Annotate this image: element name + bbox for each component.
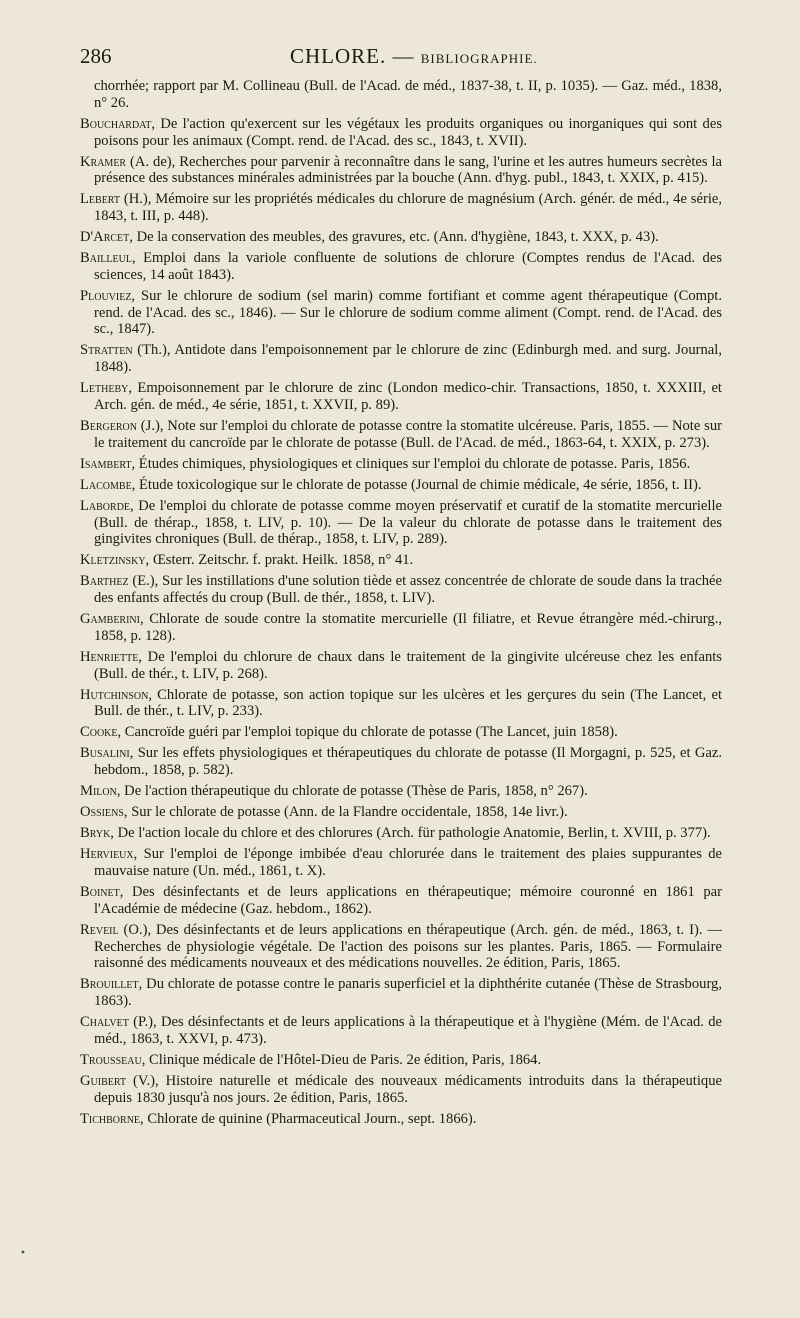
entry-text: (H.), Mémoire sur les propriétés médicales du chlorure de magnésium (Arch. génér. de méd., 4e série, 1843, t. III, p. 448). — [94, 191, 722, 225]
bibliography-entry — [80, 342, 722, 376]
entry-author: Bergeron — [80, 418, 137, 435]
bibliography-entry — [80, 116, 722, 150]
entry-author: Trousseau, — [80, 1051, 146, 1068]
entry-author: Hervieux, — [80, 846, 138, 863]
entry-author: Reveil — [80, 921, 119, 938]
bibliography-entry — [80, 783, 722, 800]
entry-text: De l'emploi du chlorure de chaux dans le traitement de la gingivite ulcéreuse chez les enfants (Bull. de thér., t. LIV, p. 268). — [94, 648, 722, 682]
entry-text: Sur les effets physiologiques et thérapeutiques du chlorate de potasse (Il Morgagni, p. 525, et Gaz. hebdom., 1858, p. 582). — [94, 745, 722, 779]
entry-text: Études chimiques, physiologiques et cliniques sur l'emploi du chlorate de potasse. Paris, 1856. — [135, 455, 691, 472]
entry-text: (P.), Des désinfectants et de leurs applications à la thérapeutique et à l'hygiène (Mém. de l'Acad. de méd., 1863, t. XXVI, p. 473). — [94, 1014, 722, 1047]
bibliography-entry — [80, 154, 722, 188]
entry-text: De l'action thérapeutique du chlorate de potasse (Thèse de Paris, 1858, n° 267). — [120, 783, 588, 800]
bibliography-entry — [80, 573, 722, 607]
entry-text: Du chlorate de potasse contre le panaris superficiel et la diphthérite cutanée (Thèse de Strasbourg, 1863). — [94, 976, 722, 1010]
bibliography-entry — [80, 191, 722, 225]
bibliography-entry — [80, 250, 722, 284]
entry-text: Chlorate de potasse, son action topique sur les ulcères et les gerçures du sein (The Lancet, et Bull. de thér., t. LIV, p. 233). — [94, 686, 722, 720]
entry-author: Ossiens, — [80, 804, 128, 821]
bibliography-entry — [80, 611, 722, 645]
bibliography-entry — [80, 380, 722, 414]
entry-text: Sur le chlorate de potasse (Ann. de la Flandre occidentale, 1858, 14e livr.). — [127, 804, 568, 821]
entry-author: Lacombe, — [80, 476, 136, 493]
entry-text: (E.), Sur les instillations d'une solution tiède et assez concentrée de chlorate de soude dans la trachée des enfants affectés du croup (Bull. de thér., 1858, t. LIV). — [94, 573, 722, 607]
entry-text: (O.), Des désinfectants et de leurs applications en thérapeutique (Arch. gén. de méd., 1863, t. I). — Recherches de physiologie végétale. De l'action des poisons sur les plantes. Paris, 1865. — Formulaire raisonné des médicaments nouveaux et des médications nouvelles. 2e édition, Paris, 1865. — [94, 921, 722, 972]
entry-text: Chlorate de soude contre la stomatite mercurielle (Il filiatre, et Revue étrangère méd.-chirurg., 1858, p. 128). — [94, 611, 722, 644]
chapter-title: CHLORE. — [290, 44, 387, 68]
entry-author: Isambert, — [80, 455, 136, 472]
bibliography-entry — [80, 1014, 722, 1048]
bibliography-entry — [80, 229, 722, 246]
entry-text: Œsterr. Zeitschr. f. prakt. Heilk. 1858, n° 41. — [149, 552, 414, 569]
entry-text: Des désinfectants et de leurs applications en thérapeutique; mémoire couronné en 1861 par l'Académie de médecine (Gaz. hebdom., 1862). — [94, 883, 722, 917]
running-header — [80, 44, 720, 74]
entry-text: Chlorate de quinine (Pharmaceutical Journ., sept. 1866). — [143, 1110, 477, 1127]
bibliography-entry — [80, 456, 722, 473]
bibliography-entry — [80, 418, 722, 452]
entry-author: Chalvet — [80, 1014, 129, 1031]
entry-author: Kramer — [80, 153, 127, 170]
entry-text: Sur le chlorure de sodium (sel marin) comme fortifiant et comme agent thérapeutique (Compt. rend. de l'Acad. des sc., 1846). — Sur le chlorure de sodium comme aliment (Compt. rend. de l'Acad. des sc., 1847). — [94, 287, 722, 338]
entry-author: Cooke, — [80, 724, 122, 741]
entry-author: Stratten — [80, 342, 133, 359]
bibliography-entry — [80, 724, 722, 741]
entry-text: De la conservation des meubles, des gravures, etc. (Ann. d'hygiène, 1843, t. XXX, p. 43). — [132, 229, 659, 246]
entry-author: Guibert — [80, 1072, 127, 1089]
bibliography-entry — [80, 687, 722, 721]
bibliography-entry — [80, 976, 722, 1010]
entry-author: Boinet, — [80, 883, 124, 900]
entry-text: (J.), Note sur l'emploi du chlorate de potasse contre la stomatite ulcéreuse. Paris, 1855. — Note sur le traitement du cancroïde par le chlorate de potasse (Bull. de l'Acad. de méd., 1863-64, t. XXIX, p. 273). — [94, 418, 722, 451]
bibliography-entry — [80, 825, 722, 842]
entry-author: Kletzinsky, — [80, 552, 150, 569]
entry-author: Tichborne, — [80, 1110, 144, 1127]
entry-text: Clinique médicale de l'Hôtel-Dieu de Paris. 2e édition, Paris, 1864. — [145, 1051, 542, 1068]
section-title: BIBLIOGRAPHIE. — [420, 51, 538, 66]
page-number: 286 — [80, 44, 112, 68]
bibliography-entry — [80, 804, 722, 821]
bibliography-entry — [80, 884, 722, 918]
entry-author: Bailleul, — [80, 250, 136, 267]
bibliography-list — [80, 78, 722, 1132]
entry-text: De l'emploi du chlorate de potasse comme moyen préservatif et curatif de la stomatite mercurielle (Bull. de thérap., 1858, t. LIV, p. 10). — De la valeur du chlorate de potasse dans le traitement des gingivites chroniques (Bull. de thérap., 1858, t. LIV, p. 289). — [94, 497, 722, 548]
entry-text: (V.), Histoire naturelle et médicale des nouveaux médicaments introduits dans la thérapeutique depuis 1830 jusqu'à nos jours. 2e édition, Paris, 1865. — [94, 1072, 722, 1106]
bibliography-entry — [80, 649, 722, 683]
entry-author: Lebert — [80, 191, 120, 208]
entry-text: Empoisonnement par le chlorure de zinc (London medico-chir. Transactions, 1850, t. XXXIII, et Arch. gén. de méd., 4e série, 1851, t. XXVII, p. 89). — [94, 380, 722, 414]
entry-author: Letheby, — [80, 380, 133, 397]
entry-author: Hutchinson, — [80, 686, 152, 703]
entry-text: Emploi dans la variole confluente de solutions de chlorure (Comptes rendus de l'Acad. des sciences, 14 août 1843). — [94, 250, 722, 283]
entry-author: Bryk, — [80, 825, 114, 842]
entry-author: D'Arcet, — [80, 229, 133, 246]
bibliography-entry — [80, 1111, 722, 1128]
entry-author: Laborde, — [80, 497, 134, 514]
entry-text: De l'action locale du chlore et des chlorures (Arch. für pathologie Anatomie, Berlin, t. XVIII, p. 377). — [113, 825, 711, 842]
entry-author: Gamberini, — [80, 611, 144, 628]
bibliography-entry — [80, 1052, 722, 1069]
bibliography-entry — [80, 745, 722, 779]
entry-text: (Th.), Antidote dans l'empoisonnement par le chlorure de zinc (Edinburgh med. and surg. Journal, 1848). — [94, 342, 722, 376]
entry-text: Cancroïde guéri par l'emploi topique du chlorate de potasse (The Lancet, juin 1858). — [121, 724, 618, 741]
bibliography-entry — [80, 78, 722, 112]
bibliography-entry — [80, 477, 722, 494]
entry-author: Bouchardat, — [80, 115, 156, 132]
entry-text: De l'action qu'exercent sur les végétaux les produits organiques ou inorganiques qui sont des poisons pour les animaux (Compt. rend. de l'Acad. des sc., 1843, t. XVII). — [94, 115, 722, 149]
bibliography-entry — [80, 846, 722, 880]
header-separator: — — [392, 44, 415, 68]
bibliography-entry — [80, 498, 722, 548]
running-title — [290, 44, 538, 69]
entry-author: Milon, — [80, 783, 121, 800]
bibliography-entry — [80, 552, 722, 569]
entry-author: Brouillet, — [80, 976, 143, 993]
bibliography-entry — [80, 288, 722, 338]
entry-author: Busalini, — [80, 745, 134, 762]
page-speck: • — [20, 1248, 26, 1259]
entry-text: Sur l'emploi de l'éponge imbibée d'eau chlorurée dans le traitement des plaies suppurantes de mauvaise nature (Un. méd., 1861, t. X). — [94, 846, 722, 879]
entry-text: (A. de), Recherches pour parvenir à reconnaître dans le sang, l'urine et les autres humeurs secrètes la présence des substances minérales administrées par la bouche (Ann. d'hyg. publ., 1843, t. XXIX, p. 415). — [94, 153, 722, 187]
entry-text: Étude toxicologique sur le chlorate de potasse (Journal de chimie médicale, 4e série, 1856, t. II). — [135, 476, 702, 493]
entry-author: Plouviez, — [80, 287, 136, 304]
entry-text: chorrhée; rapport par M. Collineau (Bull. de l'Acad. de méd., 1837-38, t. II, p. 1035). — Gaz. méd., 1838, n° 26. — [94, 78, 722, 111]
entry-author: Barthez — [80, 573, 129, 590]
bibliography-entry — [80, 922, 722, 972]
bibliography-entry — [80, 1073, 722, 1107]
entry-author: Henriette, — [80, 648, 142, 665]
